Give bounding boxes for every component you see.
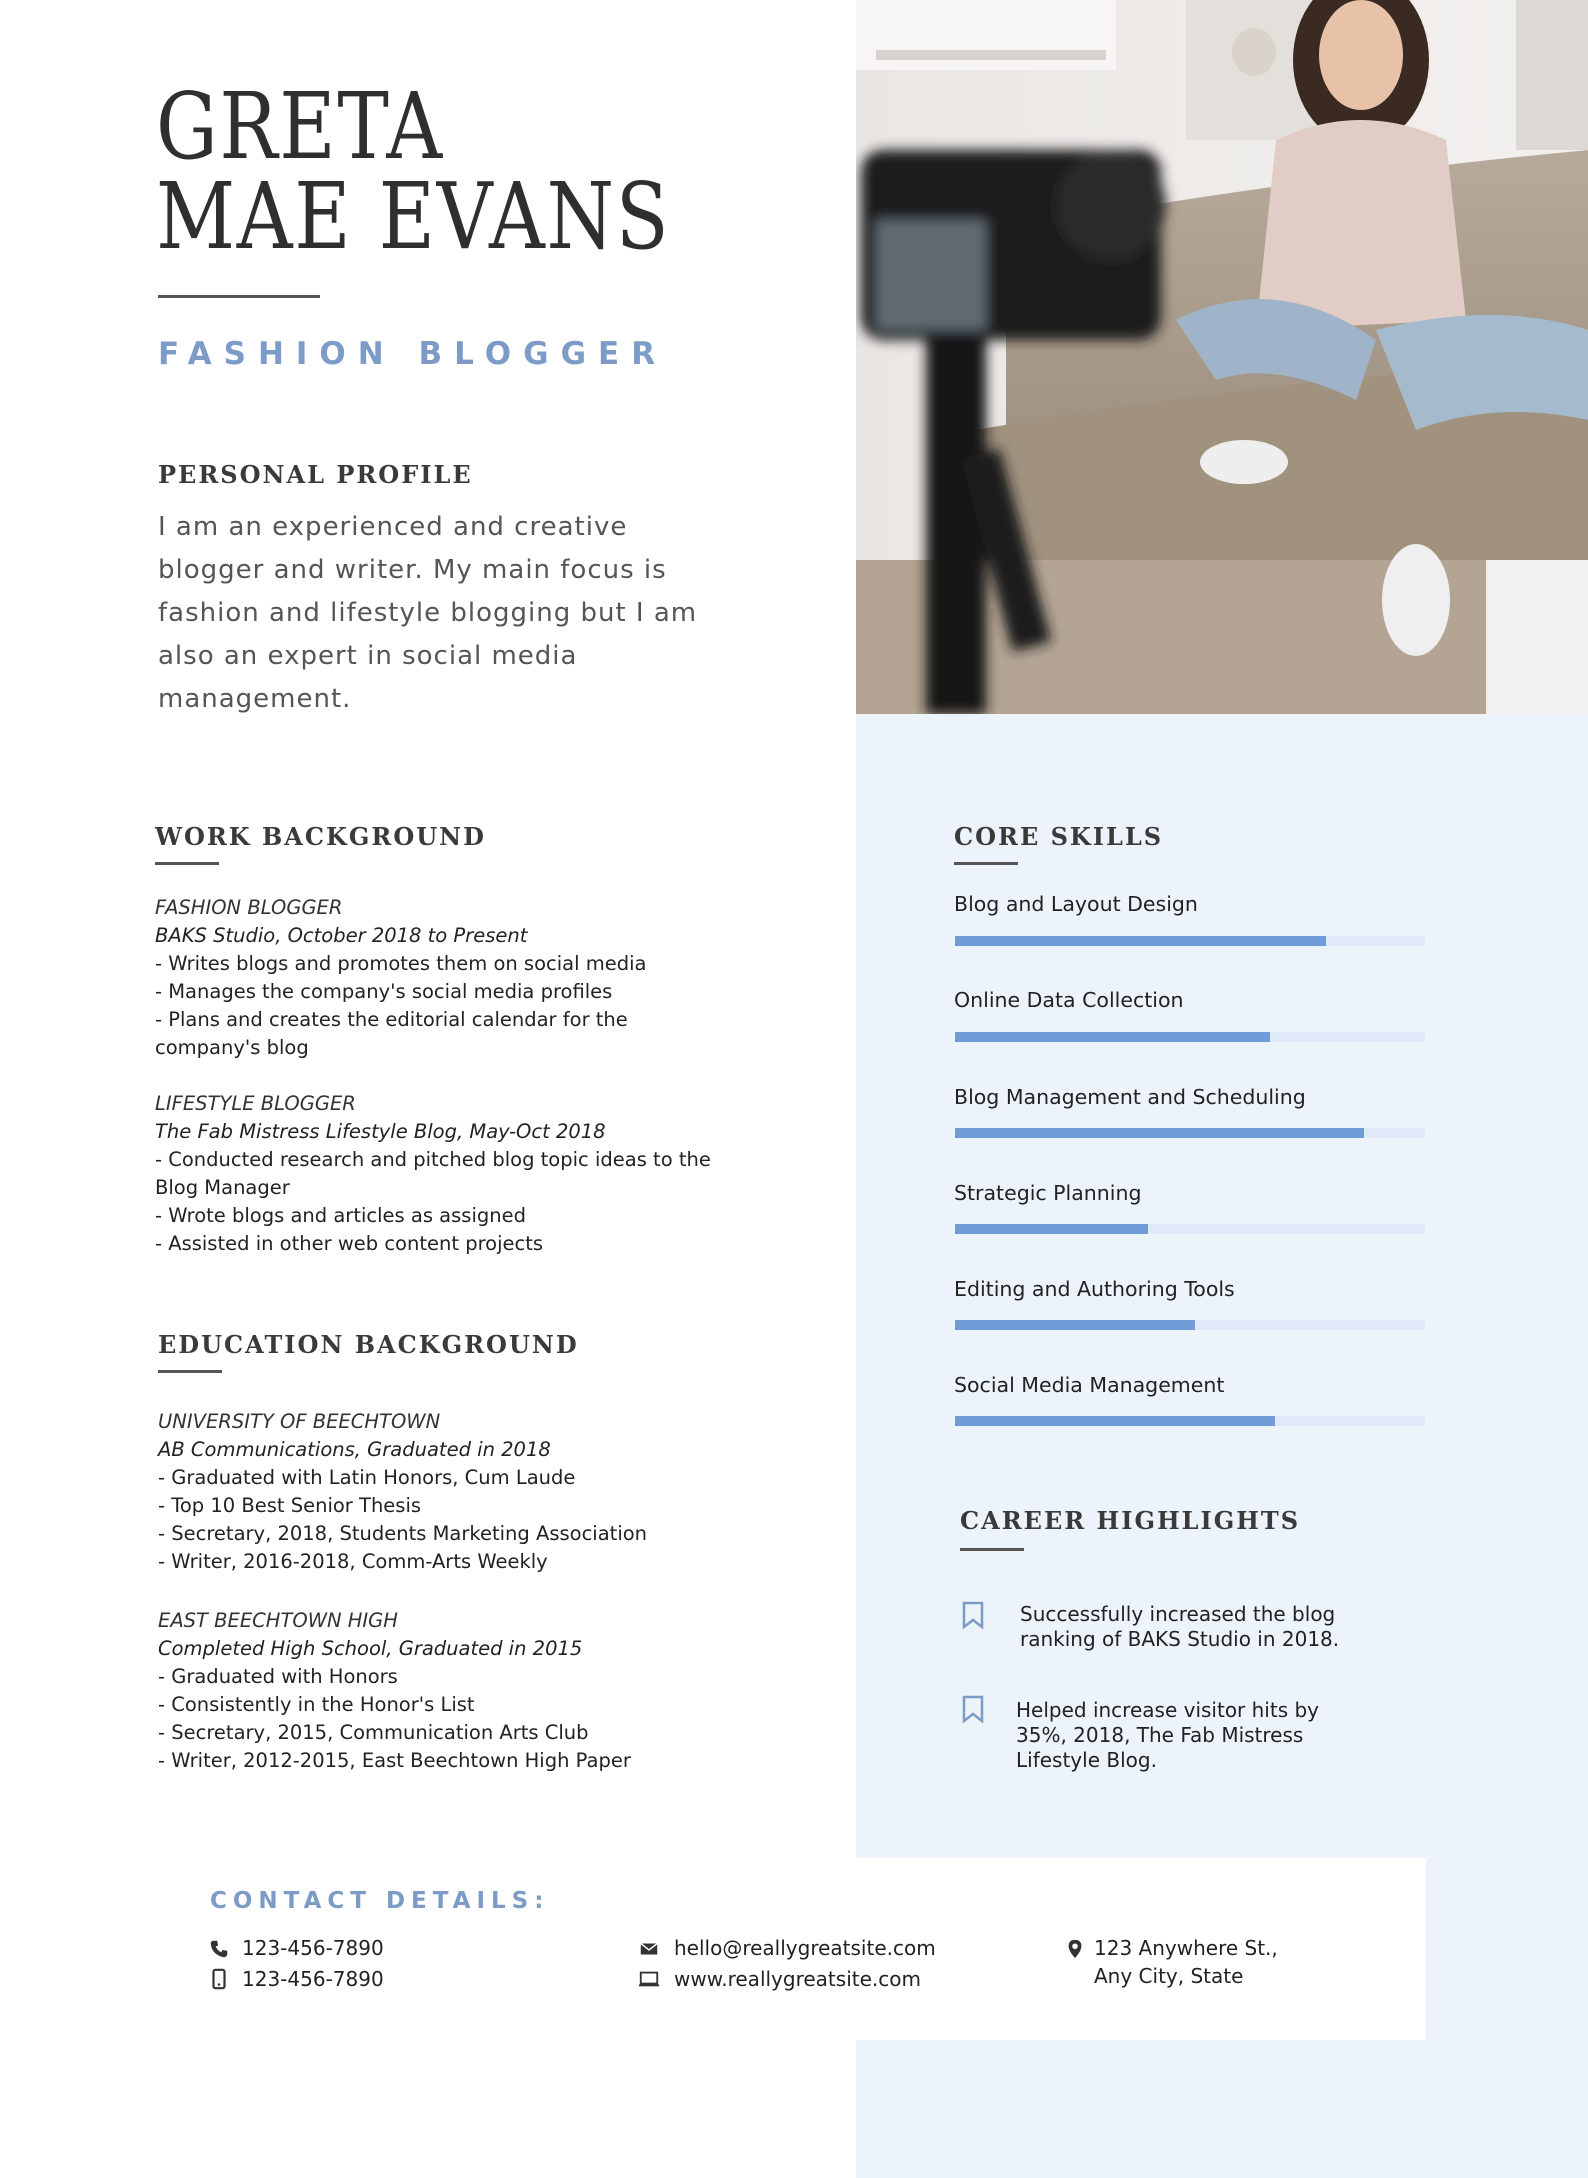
entry-bullet: - Top 10 Best Senior Thesis bbox=[158, 1494, 422, 1517]
skill-bar-track bbox=[955, 1224, 1425, 1234]
entry-bullet: - Conducted research and pitched blog topic ideas to the Blog Manager bbox=[155, 1148, 718, 1199]
contact-heading: CONTACT DETAILS: bbox=[210, 1888, 550, 1914]
entry-role: LIFESTYLE BLOGGER bbox=[155, 1092, 356, 1115]
entry-bullet: - Manages the company's social media profiles bbox=[155, 980, 613, 1003]
entry-bullet: - Consistently in the Honor's List bbox=[158, 1693, 475, 1716]
skill-label: Blog Management and Scheduling bbox=[954, 1085, 1306, 1109]
skill-bar-fill bbox=[955, 1224, 1148, 1234]
profile-photo bbox=[856, 0, 1588, 714]
education-heading: EDUCATION BACKGROUND bbox=[158, 1330, 579, 1359]
address-line-1: 123 Anywhere St., bbox=[1094, 1936, 1278, 1960]
phone-icon bbox=[208, 1938, 230, 1960]
entry-bullet: - Plans and creates the editorial calendar for the company's blog bbox=[155, 1008, 634, 1059]
phone-number: 123-456-7890 bbox=[242, 1936, 384, 1960]
entry-role: FASHION BLOGGER bbox=[155, 896, 343, 919]
address-line-2: Any City, State bbox=[1094, 1964, 1244, 1988]
mobile-number: 123-456-7890 bbox=[242, 1967, 384, 1991]
highlights-heading: CAREER HIGHLIGHTS bbox=[960, 1506, 1301, 1535]
highlights-divider bbox=[960, 1548, 1024, 1551]
entry-bullet: - Secretary, 2018, Students Marketing Association bbox=[158, 1522, 648, 1545]
job-title: FASHION BLOGGER bbox=[158, 336, 668, 372]
mobile-phone-icon bbox=[208, 1968, 230, 1990]
entry-org: The Fab Mistress Lifestyle Blog, May-Oct 2018 bbox=[155, 1120, 606, 1143]
candidate-name bbox=[156, 73, 677, 270]
entry-bullet: - Wrote blogs and articles as assigned bbox=[155, 1204, 526, 1227]
skill-bar-fill bbox=[955, 1032, 1270, 1042]
skill-label: Social Media Management bbox=[954, 1373, 1225, 1397]
monitor-icon bbox=[638, 1968, 660, 1990]
email-icon bbox=[638, 1938, 660, 1960]
skill-bar-track bbox=[955, 936, 1425, 946]
skill-bar-track bbox=[955, 1128, 1425, 1138]
skill-label: Editing and Authoring Tools bbox=[954, 1277, 1235, 1301]
entry-org: AB Communications, Graduated in 2018 bbox=[158, 1438, 551, 1461]
website-url[interactable]: www.reallygreatsite.com bbox=[674, 1967, 921, 1991]
profile-heading: PERSONAL PROFILE bbox=[158, 460, 473, 489]
entry-role: UNIVERSITY OF BEECHTOWN bbox=[158, 1410, 441, 1433]
skill-bar-fill bbox=[955, 936, 1326, 946]
skills-heading: CORE SKILLS bbox=[954, 822, 1164, 851]
location-pin-icon bbox=[1064, 1938, 1086, 1960]
entry-bullet: - Graduated with Latin Honors, Cum Laude bbox=[158, 1466, 576, 1489]
work-heading: WORK BACKGROUND bbox=[155, 822, 486, 851]
entry-org: Completed High School, Graduated in 2015 bbox=[158, 1637, 583, 1660]
profile-text: I am an experienced and creative blogger and writer. My main focus is fashion and lifestyle blogging but I am also an expert in social media management. bbox=[158, 512, 698, 714]
entry-bullet: - Writer, 2016-2018, Comm-Arts Weekly bbox=[158, 1550, 548, 1573]
name-line-1: GRETA bbox=[156, 73, 444, 180]
skill-bar-track bbox=[955, 1320, 1425, 1330]
skill-bar-fill bbox=[955, 1128, 1364, 1138]
work-entry bbox=[155, 894, 755, 1062]
work-entry bbox=[155, 1090, 755, 1258]
education-divider bbox=[158, 1370, 222, 1373]
entry-bullet: - Writes blogs and promotes them on social media bbox=[155, 952, 647, 975]
entry-org: BAKS Studio, October 2018 to Present bbox=[155, 924, 528, 947]
education-entry bbox=[158, 1607, 758, 1775]
skills-divider bbox=[954, 862, 1018, 865]
bookmark-icon bbox=[960, 1694, 986, 1724]
entry-bullet: - Writer, 2012-2015, East Beechtown High Paper bbox=[158, 1749, 631, 1772]
skill-bar-track bbox=[955, 1032, 1425, 1042]
skill-label: Blog and Layout Design bbox=[954, 892, 1198, 916]
contact-card bbox=[160, 1858, 1426, 2040]
highlight-text: Successfully increased the blog ranking of BAKS Studio in 2018. bbox=[1020, 1602, 1340, 1651]
bookmark-icon bbox=[960, 1600, 986, 1630]
highlight-text: Helped increase visitor hits by 35%, 2018, The Fab Mistress Lifestyle Blog. bbox=[1016, 1698, 1320, 1772]
name-line-2: MAE EVANS bbox=[156, 163, 671, 270]
skill-label: Strategic Planning bbox=[954, 1181, 1142, 1205]
skill-bar-fill bbox=[955, 1320, 1195, 1330]
email-address[interactable]: hello@reallygreatsite.com bbox=[674, 1936, 936, 1960]
entry-role: EAST BEECHTOWN HIGH bbox=[158, 1609, 398, 1632]
entry-bullet: - Graduated with Honors bbox=[158, 1665, 398, 1688]
entry-bullet: - Secretary, 2015, Communication Arts Club bbox=[158, 1721, 589, 1744]
name-divider bbox=[158, 295, 320, 298]
skill-bar-track bbox=[955, 1416, 1425, 1426]
entry-bullet: - Assisted in other web content projects bbox=[155, 1232, 544, 1255]
education-entry bbox=[158, 1408, 758, 1576]
work-divider bbox=[155, 862, 219, 865]
skill-bar-fill bbox=[955, 1416, 1275, 1426]
skill-label: Online Data Collection bbox=[954, 988, 1184, 1012]
